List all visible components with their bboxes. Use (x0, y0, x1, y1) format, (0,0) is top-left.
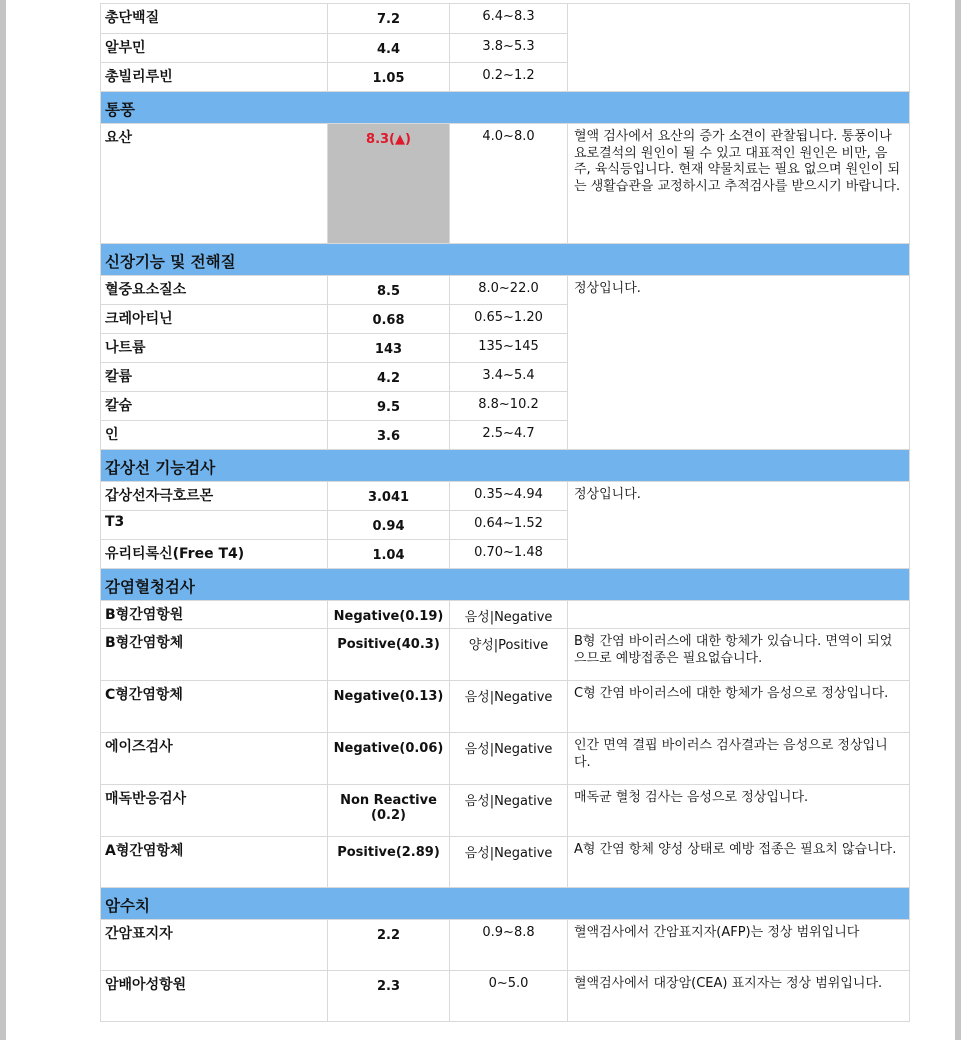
table-row (101, 601, 910, 629)
test-name: 간암표지자 (101, 920, 328, 971)
comment-cell: C형 간염 바이러스에 대한 항체가 음성으로 정상입니다. (568, 681, 910, 733)
table-row (101, 4, 910, 34)
test-name: 총빌리루빈 (101, 63, 328, 92)
reference-range: 2.5~4.7 (450, 421, 568, 450)
test-value: Negative(0.13) (328, 681, 450, 733)
test-name: 크레아티닌 (101, 305, 328, 334)
test-name: 칼슘 (101, 392, 328, 421)
reference-range: 0~5.0 (450, 971, 568, 1022)
test-value: 143 (328, 334, 450, 363)
reference-range: 양성|Positive (450, 629, 568, 681)
comment-cell: 혈액 검사에서 요산의 증가 소견이 관찰됩니다. 통풍이나 요로결석의 원인이 될 수 있고 대표적인 원인은 비만, 음주, 육식등입니다. 현재 약물치료는 필요 없으며 원인이 되는 생활습관을 교정하시고 추적검사를 받으시기 바랍니다. (568, 124, 910, 244)
comment-cell: 정상입니다. (568, 482, 910, 569)
section-header-infection (101, 569, 910, 601)
test-name: T3 (101, 511, 328, 540)
reference-range: 음성|Negative (450, 681, 568, 733)
table-row (101, 681, 910, 733)
comment-cell (568, 601, 910, 629)
reference-range: 0.9~8.8 (450, 920, 568, 971)
section-title: 신장기능 및 전해질 (101, 244, 910, 276)
table-row (101, 837, 910, 888)
test-value: Positive(2.89) (328, 837, 450, 888)
section-header-gout (101, 92, 910, 124)
section-header-kidney (101, 244, 910, 276)
comment-cell: B형 간염 바이러스에 대한 항체가 있습니다. 면역이 되었으므로 예방접종은 필요없습니다. (568, 629, 910, 681)
test-value: Negative(0.06) (328, 733, 450, 785)
test-value: Non Reactive (0.2) (328, 785, 450, 837)
test-name: 총단백질 (101, 4, 328, 34)
section-title: 감염혈청검사 (101, 569, 910, 601)
test-value: 1.05 (328, 63, 450, 92)
test-name: C형간염항체 (101, 681, 328, 733)
test-value: 8.5 (328, 276, 450, 305)
table-row (101, 920, 910, 971)
test-value: 4.2 (328, 363, 450, 392)
reference-range: 8.0~22.0 (450, 276, 568, 305)
test-name: 암배아성항원 (101, 971, 328, 1022)
section-title: 통풍 (101, 92, 910, 124)
comment-cell: 매독균 혈청 검사는 음성으로 정상입니다. (568, 785, 910, 837)
reference-range: 0.65~1.20 (450, 305, 568, 334)
test-name: 인 (101, 421, 328, 450)
reference-range: 음성|Negative (450, 785, 568, 837)
test-name: 유리티록신(Free T4) (101, 540, 328, 569)
reference-range: 4.0~8.0 (450, 124, 568, 244)
test-name: 나트륨 (101, 334, 328, 363)
test-name: B형간염항체 (101, 629, 328, 681)
test-name: A형간염항체 (101, 837, 328, 888)
test-value: 0.94 (328, 511, 450, 540)
reference-range: 8.8~10.2 (450, 392, 568, 421)
section-title: 암수치 (101, 888, 910, 920)
table-row (101, 971, 910, 1022)
comment-cell (568, 4, 910, 92)
comment-cell: 정상입니다. (568, 276, 910, 450)
test-value: 4.4 (328, 34, 450, 63)
test-value: Negative(0.19) (328, 601, 450, 629)
page-edge-left (0, 0, 6, 1040)
reference-range: 음성|Negative (450, 837, 568, 888)
reference-range: 음성|Negative (450, 733, 568, 785)
test-value: 7.2 (328, 4, 450, 34)
section-header-tumor-markers (101, 888, 910, 920)
test-name: 혈중요소질소 (101, 276, 328, 305)
section-header-thyroid (101, 450, 910, 482)
reference-range: 3.4~5.4 (450, 363, 568, 392)
test-value: 1.04 (328, 540, 450, 569)
test-value: 2.3 (328, 971, 450, 1022)
section-title: 갑상선 기능검사 (101, 450, 910, 482)
test-value: 3.041 (328, 482, 450, 511)
table-row (101, 482, 910, 511)
lab-results-table (100, 3, 910, 1022)
table-row (101, 733, 910, 785)
test-value: 9.5 (328, 392, 450, 421)
test-name: B형간염항원 (101, 601, 328, 629)
test-name: 에이즈검사 (101, 733, 328, 785)
comment-cell: 인간 면역 결핍 바이러스 검사결과는 음성으로 정상입니다. (568, 733, 910, 785)
test-name: 알부민 (101, 34, 328, 63)
table-row (101, 276, 910, 305)
reference-range: 0.2~1.2 (450, 63, 568, 92)
reference-range: 3.8~5.3 (450, 34, 568, 63)
test-name: 요산 (101, 124, 328, 244)
test-name: 매독반응검사 (101, 785, 328, 837)
reference-range: 6.4~8.3 (450, 4, 568, 34)
table-row (101, 785, 910, 837)
comment-cell: 혈액검사에서 간암표지자(AFP)는 정상 범위입니다 (568, 920, 910, 971)
table-row (101, 629, 910, 681)
test-value: Positive(40.3) (328, 629, 450, 681)
test-value: 2.2 (328, 920, 450, 971)
page-edge-right (955, 0, 961, 1040)
test-name: 갑상선자극호르몬 (101, 482, 328, 511)
table-row (101, 124, 910, 244)
test-name: 칼륨 (101, 363, 328, 392)
reference-range: 135~145 (450, 334, 568, 363)
reference-range: 0.35~4.94 (450, 482, 568, 511)
test-value: 3.6 (328, 421, 450, 450)
test-value-flagged-high: 8.3(▲) (328, 124, 450, 244)
reference-range: 음성|Negative (450, 601, 568, 629)
comment-cell: A형 간염 항체 양성 상태로 예방 접종은 필요치 않습니다. (568, 837, 910, 888)
test-value: 0.68 (328, 305, 450, 334)
comment-cell: 혈액검사에서 대장암(CEA) 표지자는 정상 범위입니다. (568, 971, 910, 1022)
reference-range: 0.64~1.52 (450, 511, 568, 540)
reference-range: 0.70~1.48 (450, 540, 568, 569)
